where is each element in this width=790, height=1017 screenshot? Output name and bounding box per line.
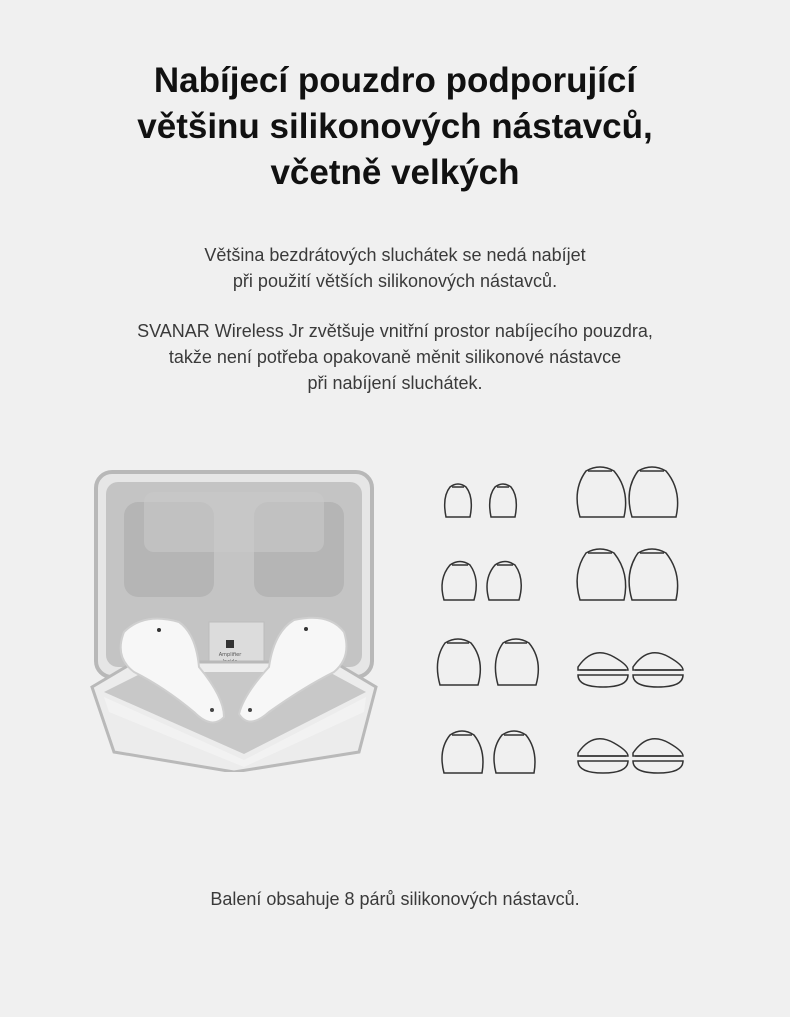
intro-line-2: při použití větších silikonových nástavců. [232,271,558,291]
detail-line-1: SVANAR Wireless Jr zvětšuje vnitřní prostor nabíjecího pouzdra, [137,321,653,341]
eartip-pair-6 [577,549,678,600]
detail-line-3: při nabíjení sluchátek. [307,373,483,393]
title-line-2: většinu silikonových nástavců, [137,107,653,146]
page-title [0,58,790,196]
charging-case-image [84,462,384,772]
eartip-pair-3 [437,639,538,685]
intro-paragraph [0,242,790,294]
title-line-3: včetně velkých [270,153,520,192]
badge-line-1: Amplifier [218,652,242,658]
eartip-pair-7 [578,653,683,687]
eartips-illustration [428,455,708,785]
eartip-pair-4 [442,731,535,773]
eartip-pair-8 [578,739,683,773]
title-line-1: Nabíjecí pouzdro podporující [153,61,637,100]
eartip-pair-2 [442,562,521,601]
detail-line-2: takže není potřeba opakovaně měnit silikonové nástavce [168,347,622,367]
intro-line-1: Většina bezdrátových sluchátek se nedá nabíjet [204,245,586,265]
eartip-pair-1 [445,484,517,517]
eartip-pair-5 [577,467,678,517]
detail-paragraph [0,318,790,396]
caption: Balení obsahuje 8 párů silikonových nástavců. [210,889,580,909]
